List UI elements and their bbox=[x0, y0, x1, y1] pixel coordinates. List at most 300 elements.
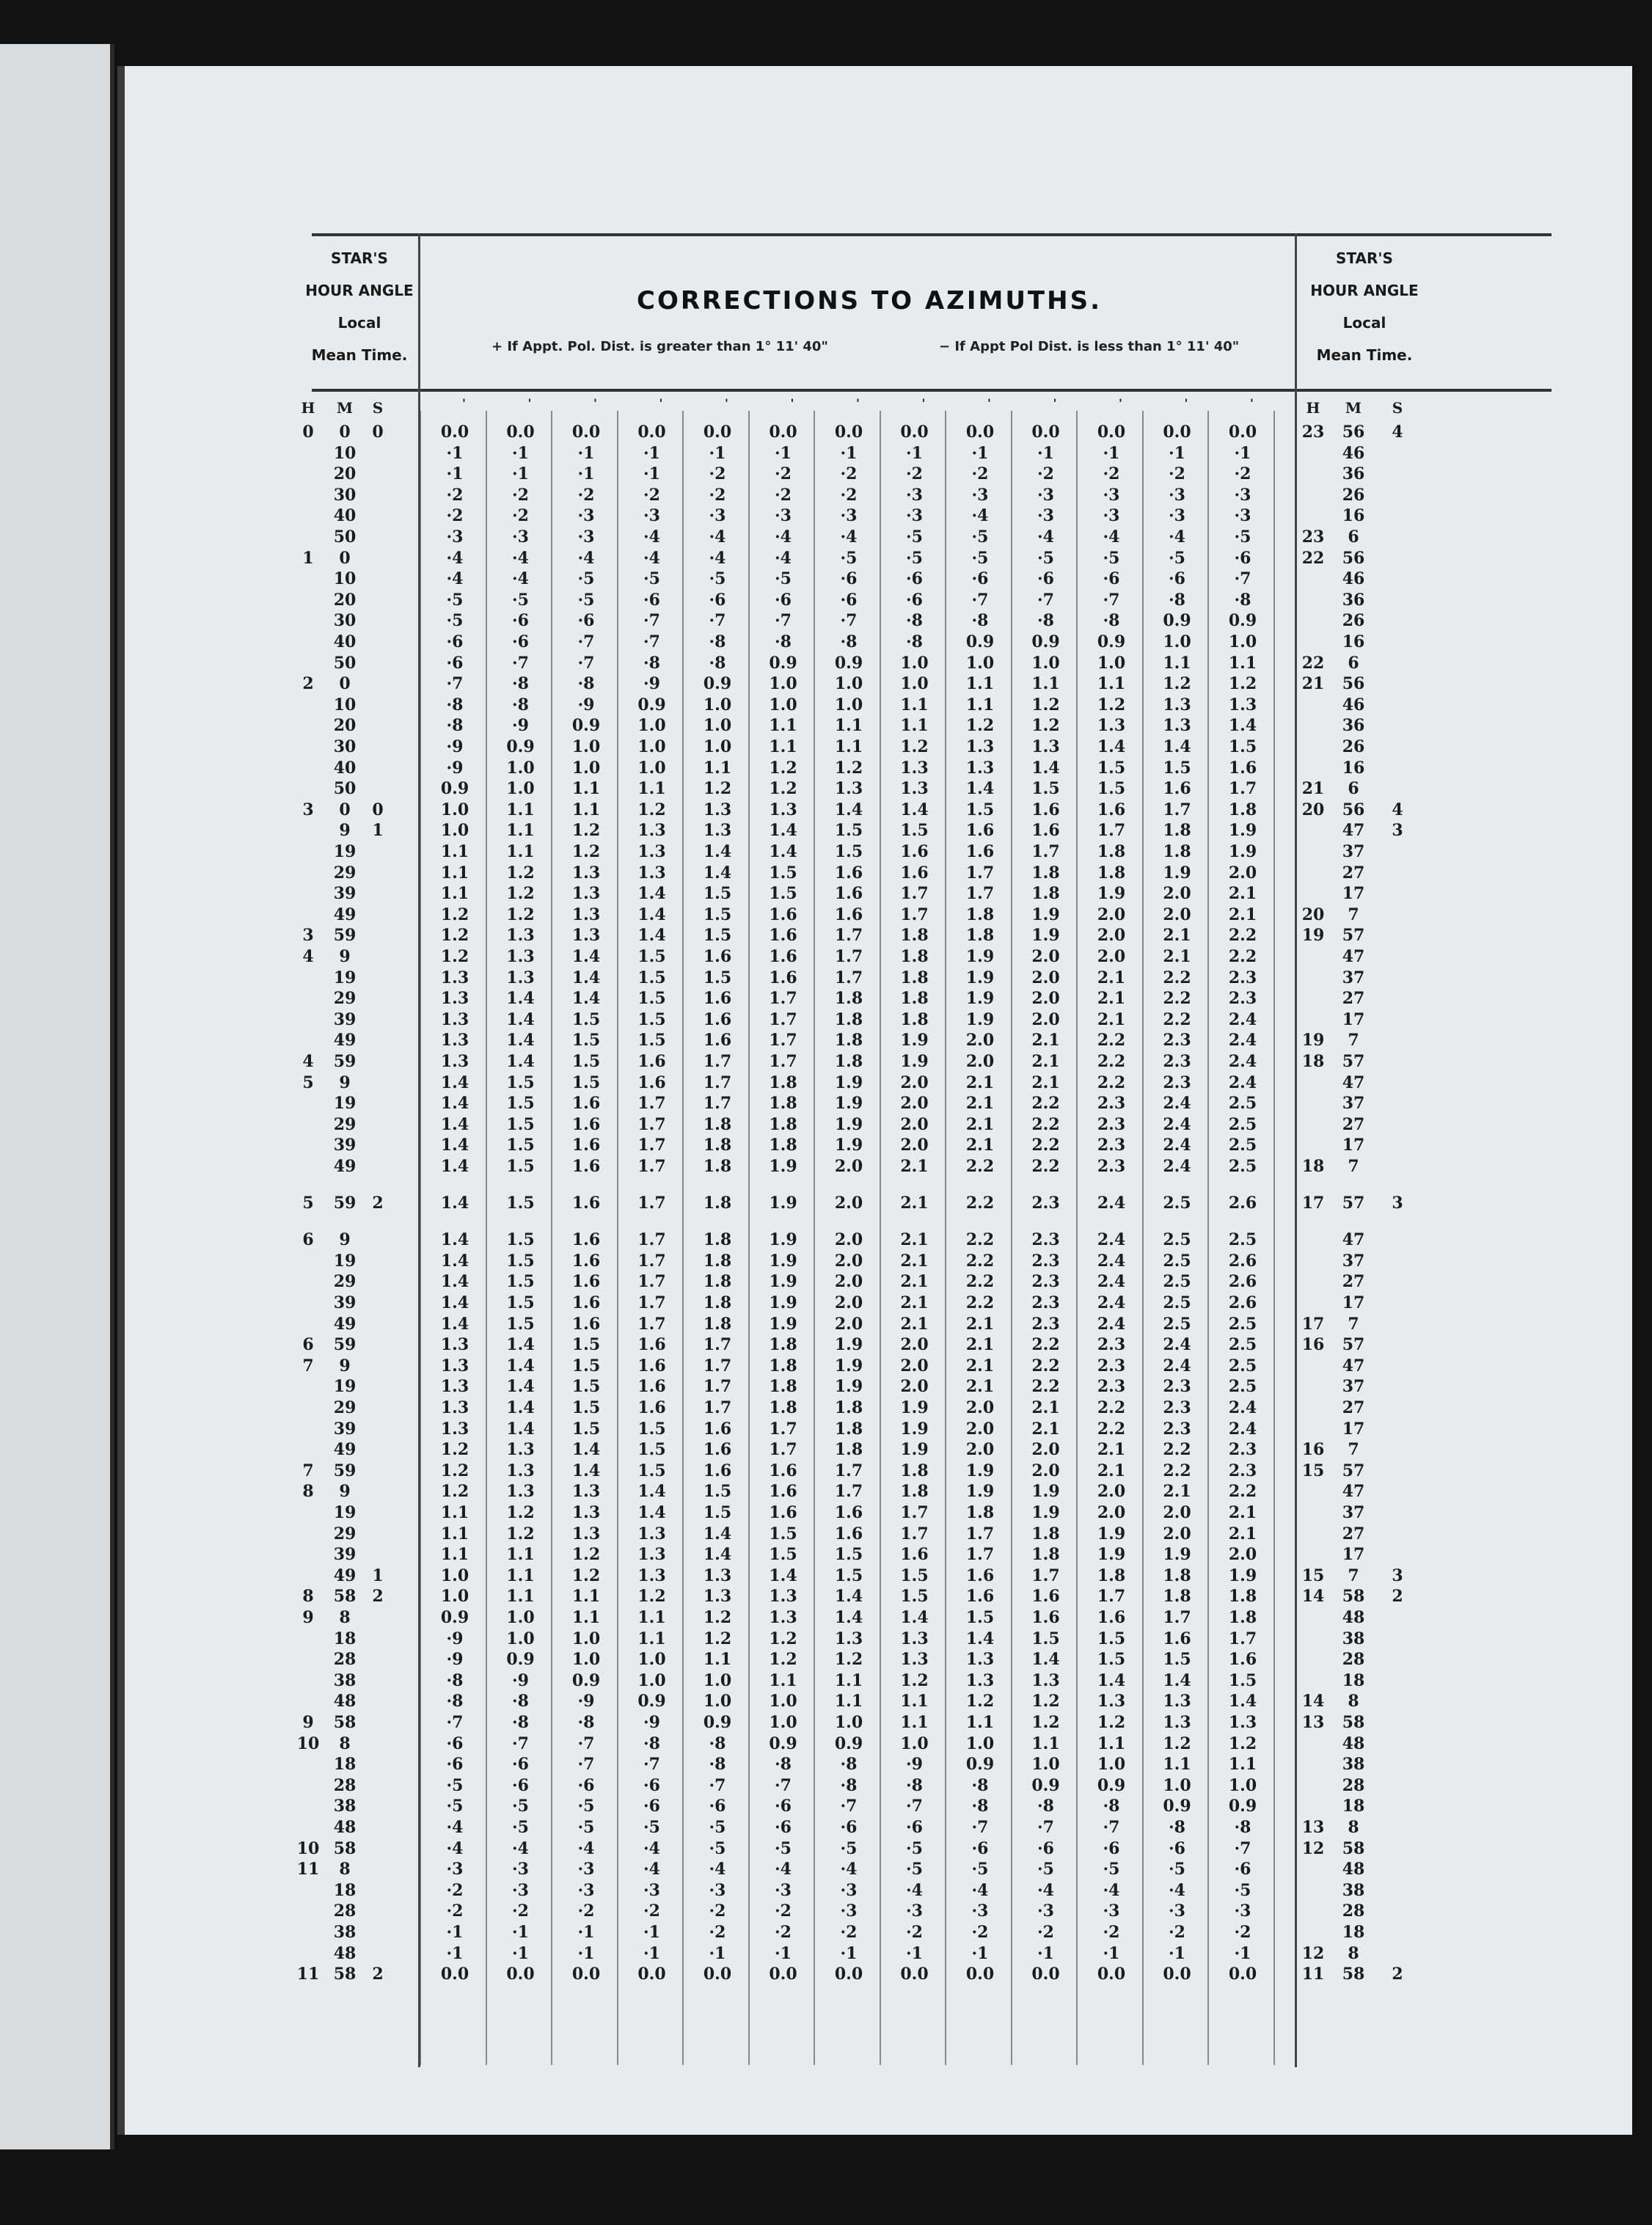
correction-value: 2.1 bbox=[965, 1136, 995, 1155]
left-hour-angle-cell: 59 bbox=[333, 1461, 357, 1480]
correction-value: 1.2 bbox=[440, 1440, 469, 1460]
correction-value: 1.4 bbox=[834, 1587, 863, 1607]
right-hour-angle-cell: 57 bbox=[1342, 1052, 1365, 1071]
left-hour-angle-cell: 9 bbox=[339, 1073, 351, 1092]
right-hour-angle-cell: 18 bbox=[1342, 1797, 1365, 1816]
correction-value: 1.4 bbox=[571, 947, 601, 966]
correction-value: ·4 bbox=[1103, 1880, 1120, 1900]
correction-value: 1.0 bbox=[769, 674, 797, 694]
correction-value: 1.4 bbox=[440, 1136, 469, 1155]
left-hour-angle-cell: 8 bbox=[339, 1860, 351, 1879]
correction-value: ·4 bbox=[971, 506, 989, 526]
left-hour-angle-cell: 59 bbox=[333, 1335, 357, 1355]
correction-value: 1.5 bbox=[1097, 1650, 1126, 1670]
correction-value: 1.3 bbox=[1228, 1712, 1257, 1732]
correction-value: 1.6 bbox=[1031, 821, 1060, 841]
correction-value: 1.2 bbox=[769, 779, 797, 799]
correction-value: 1.6 bbox=[703, 1461, 732, 1480]
correction-value: 1.4 bbox=[506, 989, 535, 1009]
correction-value: 1.1 bbox=[1097, 674, 1126, 694]
right-hour-angle-cell: 27 bbox=[1342, 1398, 1365, 1417]
correction-value: 2.0 bbox=[1097, 1502, 1126, 1522]
correction-value: 1.0 bbox=[637, 1670, 666, 1690]
correction-value: 1.0 bbox=[900, 653, 929, 673]
correction-value: 1.7 bbox=[637, 1194, 666, 1213]
left-hour-angle-cell: 29 bbox=[333, 1398, 357, 1417]
right-unit-label: S bbox=[1392, 399, 1403, 417]
correction-value: 0.0 bbox=[637, 1965, 666, 1984]
correction-value: 2.2 bbox=[1031, 1377, 1060, 1397]
correction-value: 1.4 bbox=[1228, 716, 1257, 736]
left-hour-angle-cell: 30 bbox=[333, 737, 357, 756]
correction-value: ·3 bbox=[709, 506, 726, 526]
correction-value: 1.8 bbox=[900, 968, 929, 987]
left-hour-angle-cell: 19 bbox=[333, 1094, 357, 1114]
correction-value: 2.1 bbox=[900, 1157, 929, 1176]
correction-value: 1.8 bbox=[900, 1461, 929, 1480]
left-hour-angle-cell: 39 bbox=[333, 1419, 357, 1439]
left-hour-angle-cell: 6 bbox=[302, 1335, 314, 1355]
correction-value: ·1 bbox=[1234, 1943, 1251, 1963]
column-tick-mark: ' bbox=[659, 396, 663, 410]
correction-value: 1.8 bbox=[703, 1314, 732, 1334]
correction-value: 1.7 bbox=[637, 1272, 666, 1292]
correction-value: ·7 bbox=[1103, 590, 1120, 610]
correction-value: ·3 bbox=[446, 527, 464, 547]
frame-rule bbox=[418, 233, 420, 2067]
frame-rule bbox=[1295, 233, 1297, 2067]
correction-value: ·8 bbox=[906, 632, 923, 651]
column-tick-mark: ' bbox=[527, 396, 532, 410]
correction-value: 1.6 bbox=[571, 1114, 601, 1134]
correction-value: 1.9 bbox=[900, 1031, 929, 1051]
correction-value: 1.3 bbox=[506, 947, 535, 966]
correction-value: ·2 bbox=[1103, 1922, 1120, 1942]
correction-value: 1.8 bbox=[1031, 1545, 1060, 1565]
correction-value: 1.2 bbox=[703, 779, 732, 799]
correction-value: 0.9 bbox=[769, 653, 797, 673]
correction-value: 1.5 bbox=[1163, 1650, 1191, 1670]
correction-value: ·3 bbox=[906, 485, 923, 505]
correction-value: ·6 bbox=[577, 611, 595, 631]
correction-value: 1.8 bbox=[769, 1398, 797, 1417]
left-header-line: Local bbox=[337, 314, 381, 332]
correction-value: ·2 bbox=[840, 1922, 858, 1942]
correction-value: ·4 bbox=[1037, 1880, 1054, 1900]
correction-value: ·2 bbox=[446, 485, 464, 505]
correction-value: 2.0 bbox=[965, 1052, 995, 1071]
correction-value: 1.2 bbox=[965, 1692, 995, 1711]
correction-value: 1.9 bbox=[769, 1272, 797, 1292]
right-hour-angle-cell: 37 bbox=[1342, 1251, 1365, 1271]
correction-value: 1.3 bbox=[440, 1377, 469, 1397]
correction-value: 0.9 bbox=[637, 695, 666, 715]
left-hour-angle-cell: 40 bbox=[333, 506, 357, 526]
left-hour-angle-cell: 50 bbox=[333, 779, 357, 799]
correction-value: 1.3 bbox=[965, 737, 995, 756]
correction-value: 1.5 bbox=[769, 884, 797, 904]
correction-value: ·9 bbox=[446, 758, 464, 778]
correction-value: 2.3 bbox=[1163, 1398, 1191, 1417]
correction-value: 1.3 bbox=[637, 863, 666, 883]
column-rule bbox=[551, 411, 552, 2065]
correction-value: ·2 bbox=[1234, 464, 1251, 484]
correction-value: 2.3 bbox=[1228, 968, 1257, 987]
correction-value: 1.3 bbox=[769, 1587, 797, 1607]
correction-value: ·4 bbox=[446, 1838, 464, 1858]
right-hour-angle-cell: 56 bbox=[1342, 548, 1365, 568]
correction-value: 2.3 bbox=[1163, 1031, 1191, 1051]
left-hour-angle-cell: 28 bbox=[333, 1775, 357, 1795]
correction-value: 1.1 bbox=[637, 1629, 666, 1648]
correction-value: 2.4 bbox=[1097, 1251, 1126, 1271]
correction-value: 1.6 bbox=[834, 1502, 863, 1522]
correction-value: ·4 bbox=[643, 1860, 660, 1879]
correction-value: 1.3 bbox=[440, 1052, 469, 1071]
left-hour-angle-cell: 29 bbox=[333, 863, 357, 883]
left-hour-angle-cell: 9 bbox=[339, 821, 351, 841]
correction-value: 1.9 bbox=[1163, 863, 1191, 883]
correction-value: 1.5 bbox=[506, 1314, 535, 1334]
correction-value: ·1 bbox=[906, 443, 923, 463]
correction-value: 1.9 bbox=[1031, 905, 1060, 924]
correction-value: 1.5 bbox=[1228, 1670, 1257, 1690]
correction-value: 2.6 bbox=[1228, 1251, 1257, 1271]
correction-value: 2.5 bbox=[1163, 1293, 1191, 1312]
correction-value: ·3 bbox=[1103, 1901, 1120, 1921]
right-hour-angle-cell: 4 bbox=[1392, 423, 1403, 442]
correction-value: 1.4 bbox=[703, 1524, 732, 1543]
left-hour-angle-cell: 50 bbox=[333, 653, 357, 673]
right-hour-angle-cell: 22 bbox=[1301, 548, 1325, 568]
corrections-table bbox=[125, 66, 1632, 2135]
correction-value: 1.4 bbox=[506, 1377, 535, 1397]
correction-value: 1.2 bbox=[834, 1650, 863, 1670]
left-hour-angle-cell: 2 bbox=[372, 1194, 384, 1213]
correction-value: 1.9 bbox=[769, 1157, 797, 1176]
correction-value: ·4 bbox=[906, 1880, 923, 1900]
correction-value: 1.6 bbox=[1031, 800, 1060, 819]
correction-value: 2.4 bbox=[1163, 1356, 1191, 1375]
column-tick-mark: ' bbox=[856, 396, 860, 410]
correction-value: 1.2 bbox=[1228, 1733, 1257, 1753]
right-hour-angle-cell: 16 bbox=[1301, 1440, 1325, 1460]
correction-value: 1.2 bbox=[703, 1629, 732, 1648]
correction-value: 1.9 bbox=[965, 1482, 995, 1502]
correction-value: ·6 bbox=[446, 1755, 464, 1775]
correction-value: ·3 bbox=[775, 506, 792, 526]
correction-value: ·7 bbox=[1234, 569, 1251, 589]
right-hour-angle-cell: 14 bbox=[1301, 1692, 1325, 1711]
correction-value: 1.0 bbox=[1097, 653, 1126, 673]
correction-value: ·1 bbox=[446, 1943, 464, 1963]
correction-value: ·3 bbox=[709, 1880, 726, 1900]
correction-value: ·9 bbox=[906, 1755, 923, 1775]
right-hour-angle-cell: 18 bbox=[1301, 1052, 1325, 1071]
correction-value: 1.9 bbox=[834, 1377, 863, 1397]
correction-value: 2.2 bbox=[1163, 989, 1191, 1009]
correction-value: 1.2 bbox=[1097, 1712, 1126, 1732]
correction-value: ·6 bbox=[840, 569, 858, 589]
correction-value: 1.8 bbox=[834, 1009, 863, 1029]
left-hour-angle-cell: 11 bbox=[296, 1860, 320, 1879]
correction-value: 1.6 bbox=[571, 1251, 601, 1271]
correction-value: 1.1 bbox=[965, 695, 995, 715]
correction-value: 1.4 bbox=[440, 1194, 469, 1213]
correction-value: 1.9 bbox=[1031, 1502, 1060, 1522]
correction-value: ·4 bbox=[775, 1860, 792, 1879]
right-hour-angle-cell: 19 bbox=[1301, 926, 1325, 946]
correction-value: 1.4 bbox=[965, 1629, 995, 1648]
right-hour-angle-cell: 13 bbox=[1301, 1817, 1325, 1837]
correction-value: 1.5 bbox=[637, 989, 666, 1009]
left-hour-angle-cell: 58 bbox=[333, 1587, 357, 1607]
correction-value: 0.0 bbox=[900, 1965, 929, 1984]
correction-value: 1.4 bbox=[506, 1398, 535, 1417]
left-hour-angle-cell: 30 bbox=[333, 611, 357, 631]
correction-value: 1.1 bbox=[1163, 1755, 1191, 1775]
left-hour-angle-cell: 59 bbox=[333, 926, 357, 946]
correction-value: 1.5 bbox=[571, 1335, 601, 1355]
correction-value: ·2 bbox=[512, 485, 529, 505]
correction-value: 1.4 bbox=[506, 1009, 535, 1029]
correction-value: 0.0 bbox=[1228, 1965, 1257, 1984]
correction-value: 1.5 bbox=[1097, 779, 1126, 799]
correction-value: ·4 bbox=[709, 548, 726, 568]
correction-value: 1.3 bbox=[440, 1419, 469, 1439]
correction-value: 1.0 bbox=[440, 1565, 469, 1585]
correction-value: 1.4 bbox=[769, 821, 797, 841]
correction-value: 2.0 bbox=[1031, 1440, 1060, 1460]
correction-value: ·4 bbox=[446, 548, 464, 568]
right-hour-angle-cell: 37 bbox=[1342, 1502, 1365, 1522]
correction-value: 2.4 bbox=[1228, 1073, 1257, 1092]
correction-value: 1.1 bbox=[506, 800, 535, 819]
correction-value: 1.1 bbox=[834, 716, 863, 736]
correction-value: ·5 bbox=[512, 590, 529, 610]
correction-value: ·8 bbox=[1037, 611, 1054, 631]
correction-value: 1.2 bbox=[1163, 674, 1191, 694]
correction-value: 1.3 bbox=[834, 1629, 863, 1648]
correction-value: 1.7 bbox=[769, 1440, 797, 1460]
correction-value: 1.7 bbox=[769, 989, 797, 1009]
left-hour-angle-cell: 10 bbox=[296, 1838, 320, 1858]
correction-value: 1.9 bbox=[1097, 1545, 1126, 1565]
correction-value: 1.6 bbox=[703, 947, 732, 966]
correction-value: ·1 bbox=[643, 1922, 660, 1942]
correction-value: 1.9 bbox=[1097, 884, 1126, 904]
correction-value: 1.9 bbox=[965, 1009, 995, 1029]
correction-value: ·2 bbox=[1037, 464, 1054, 484]
correction-value: ·1 bbox=[971, 443, 989, 463]
correction-value: 1.9 bbox=[900, 1398, 929, 1417]
correction-value: 2.1 bbox=[965, 1335, 995, 1355]
correction-value: ·1 bbox=[577, 464, 595, 484]
right-hour-angle-cell: 6 bbox=[1348, 527, 1359, 547]
left-hour-angle-cell: 7 bbox=[302, 1461, 314, 1480]
correction-value: ·5 bbox=[1234, 527, 1251, 547]
correction-value: 1.9 bbox=[834, 1136, 863, 1155]
correction-value: 1.3 bbox=[637, 842, 666, 861]
correction-value: 1.8 bbox=[965, 1502, 995, 1522]
left-header-line: HOUR ANGLE bbox=[305, 282, 414, 299]
correction-value: 2.2 bbox=[1163, 1440, 1191, 1460]
correction-value: 2.1 bbox=[900, 1230, 929, 1250]
correction-value: 2.1 bbox=[1097, 1461, 1126, 1480]
left-hour-angle-cell: 4 bbox=[302, 947, 314, 966]
correction-value: 1.7 bbox=[637, 1251, 666, 1271]
correction-value: 1.5 bbox=[965, 800, 995, 819]
correction-value: 0.0 bbox=[1097, 1965, 1126, 1984]
correction-value: 1.3 bbox=[1163, 1692, 1191, 1711]
right-hour-angle-cell: 26 bbox=[1342, 611, 1365, 631]
right-hour-angle-cell: 3 bbox=[1392, 1565, 1403, 1585]
correction-value: 2.1 bbox=[1097, 989, 1126, 1009]
correction-value: 1.5 bbox=[1097, 758, 1126, 778]
correction-value: 2.2 bbox=[1031, 1094, 1060, 1114]
correction-value: 1.1 bbox=[506, 1565, 535, 1585]
correction-value: 1.8 bbox=[1163, 821, 1191, 841]
correction-value: 1.8 bbox=[1228, 1587, 1257, 1607]
right-hour-angle-cell: 21 bbox=[1301, 674, 1325, 694]
right-hour-angle-cell: 27 bbox=[1342, 989, 1365, 1009]
correction-value: 2.0 bbox=[834, 1251, 863, 1271]
correction-value: 1.0 bbox=[1228, 632, 1257, 651]
correction-value: 2.3 bbox=[1031, 1293, 1060, 1312]
correction-value: 1.6 bbox=[637, 1398, 666, 1417]
correction-value: ·1 bbox=[577, 443, 595, 463]
correction-value: 1.5 bbox=[506, 1094, 535, 1114]
left-hour-angle-cell: 59 bbox=[333, 1052, 357, 1071]
correction-value: 2.3 bbox=[1031, 1251, 1060, 1271]
correction-value: 2.0 bbox=[834, 1230, 863, 1250]
correction-value: 1.2 bbox=[834, 758, 863, 778]
right-hour-angle-cell: 58 bbox=[1342, 1965, 1365, 1984]
correction-value: 2.3 bbox=[1097, 1157, 1126, 1176]
correction-value: 1.3 bbox=[440, 1335, 469, 1355]
correction-value: 1.3 bbox=[1097, 1692, 1126, 1711]
correction-value: 1.7 bbox=[834, 926, 863, 946]
correction-value: ·5 bbox=[1234, 1880, 1251, 1900]
correction-value: ·8 bbox=[1234, 1817, 1251, 1837]
correction-value: ·4 bbox=[709, 1860, 726, 1879]
correction-value: 1.6 bbox=[769, 947, 797, 966]
correction-value: 2.3 bbox=[1031, 1194, 1060, 1213]
correction-value: 1.2 bbox=[1031, 1692, 1060, 1711]
correction-value: 2.1 bbox=[965, 1377, 995, 1397]
right-hour-angle-cell: 57 bbox=[1342, 1335, 1365, 1355]
left-hour-angle-cell: 30 bbox=[333, 485, 357, 505]
correction-value: 1.2 bbox=[440, 947, 469, 966]
right-hour-angle-cell: 12 bbox=[1301, 1838, 1325, 1858]
correction-value: 0.0 bbox=[769, 423, 797, 442]
correction-value: 1.9 bbox=[965, 968, 995, 987]
correction-value: 1.8 bbox=[769, 1114, 797, 1134]
correction-value: 1.5 bbox=[1097, 1629, 1126, 1648]
correction-value: ·6 bbox=[643, 590, 660, 610]
correction-value: ·7 bbox=[709, 1775, 726, 1795]
left-hour-angle-cell: 58 bbox=[333, 1712, 357, 1732]
right-hour-angle-cell: 46 bbox=[1342, 695, 1365, 715]
correction-value: ·9 bbox=[643, 674, 660, 694]
correction-value: 0.0 bbox=[900, 423, 929, 442]
correction-value: 1.3 bbox=[703, 821, 732, 841]
correction-value: ·6 bbox=[1169, 1838, 1185, 1858]
correction-value: ·6 bbox=[840, 590, 858, 610]
correction-value: 2.2 bbox=[1097, 1419, 1126, 1439]
correction-value: 1.0 bbox=[834, 1712, 863, 1732]
correction-value: 1.4 bbox=[703, 863, 732, 883]
right-hour-angle-cell: 7 bbox=[1348, 905, 1359, 924]
correction-value: 0.9 bbox=[1163, 611, 1191, 631]
right-hour-angle-cell: 47 bbox=[1342, 947, 1365, 966]
correction-value: 1.2 bbox=[900, 737, 929, 756]
correction-value: 1.4 bbox=[1163, 737, 1191, 756]
correction-value: 1.4 bbox=[506, 1052, 535, 1071]
correction-value: 1.2 bbox=[571, 842, 601, 861]
correction-value: 1.5 bbox=[769, 1524, 797, 1543]
left-hour-angle-cell: 40 bbox=[333, 632, 357, 651]
right-hour-angle-cell: 4 bbox=[1392, 800, 1403, 819]
right-hour-angle-cell: 47 bbox=[1342, 1356, 1365, 1375]
column-rule bbox=[486, 411, 487, 2065]
correction-value: ·8 bbox=[512, 695, 529, 715]
correction-value: 2.2 bbox=[965, 1157, 995, 1176]
correction-value: 2.5 bbox=[1228, 1335, 1257, 1355]
correction-value: ·7 bbox=[446, 674, 464, 694]
right-hour-angle-cell: 27 bbox=[1342, 1524, 1365, 1543]
correction-value: 1.1 bbox=[1163, 653, 1191, 673]
correction-value: ·6 bbox=[512, 1755, 529, 1775]
correction-value: 1.2 bbox=[506, 884, 535, 904]
correction-value: ·5 bbox=[643, 1817, 660, 1837]
column-tick-mark: ' bbox=[1184, 396, 1188, 410]
correction-value: ·6 bbox=[1037, 569, 1054, 589]
correction-value: 1.3 bbox=[571, 1524, 601, 1543]
correction-value: 2.1 bbox=[965, 1314, 995, 1334]
correction-value: 1.6 bbox=[769, 968, 797, 987]
correction-value: 1.2 bbox=[506, 1524, 535, 1543]
right-hour-angle-cell: 7 bbox=[1348, 1031, 1359, 1051]
correction-value: 1.9 bbox=[1163, 1545, 1191, 1565]
correction-value: ·5 bbox=[577, 1797, 595, 1816]
correction-value: 2.5 bbox=[1228, 1356, 1257, 1375]
correction-value: 1.5 bbox=[900, 1565, 929, 1585]
correction-value: 1.6 bbox=[1163, 779, 1191, 799]
correction-value: 1.6 bbox=[571, 1293, 601, 1312]
correction-value: 2.4 bbox=[1097, 1272, 1126, 1292]
correction-value: 1.8 bbox=[769, 1377, 797, 1397]
correction-value: 1.1 bbox=[440, 863, 469, 883]
correction-value: ·2 bbox=[775, 1901, 792, 1921]
correction-value: 1.4 bbox=[571, 968, 601, 987]
table-page bbox=[117, 66, 1632, 2135]
left-unit-label: H bbox=[301, 399, 315, 417]
correction-value: ·4 bbox=[775, 548, 792, 568]
correction-value: 1.4 bbox=[506, 1031, 535, 1051]
left-hour-angle-cell: 5 bbox=[302, 1073, 314, 1092]
correction-value: ·5 bbox=[775, 569, 792, 589]
correction-value: 1.8 bbox=[834, 989, 863, 1009]
correction-value: 1.4 bbox=[571, 989, 601, 1009]
correction-value: ·6 bbox=[906, 1817, 923, 1837]
correction-value: ·1 bbox=[446, 464, 464, 484]
correction-value: 1.5 bbox=[703, 1482, 732, 1502]
correction-value: 0.9 bbox=[769, 1733, 797, 1753]
correction-value: ·7 bbox=[577, 1733, 595, 1753]
correction-value: 1.1 bbox=[834, 1692, 863, 1711]
correction-value: ·5 bbox=[1103, 548, 1120, 568]
